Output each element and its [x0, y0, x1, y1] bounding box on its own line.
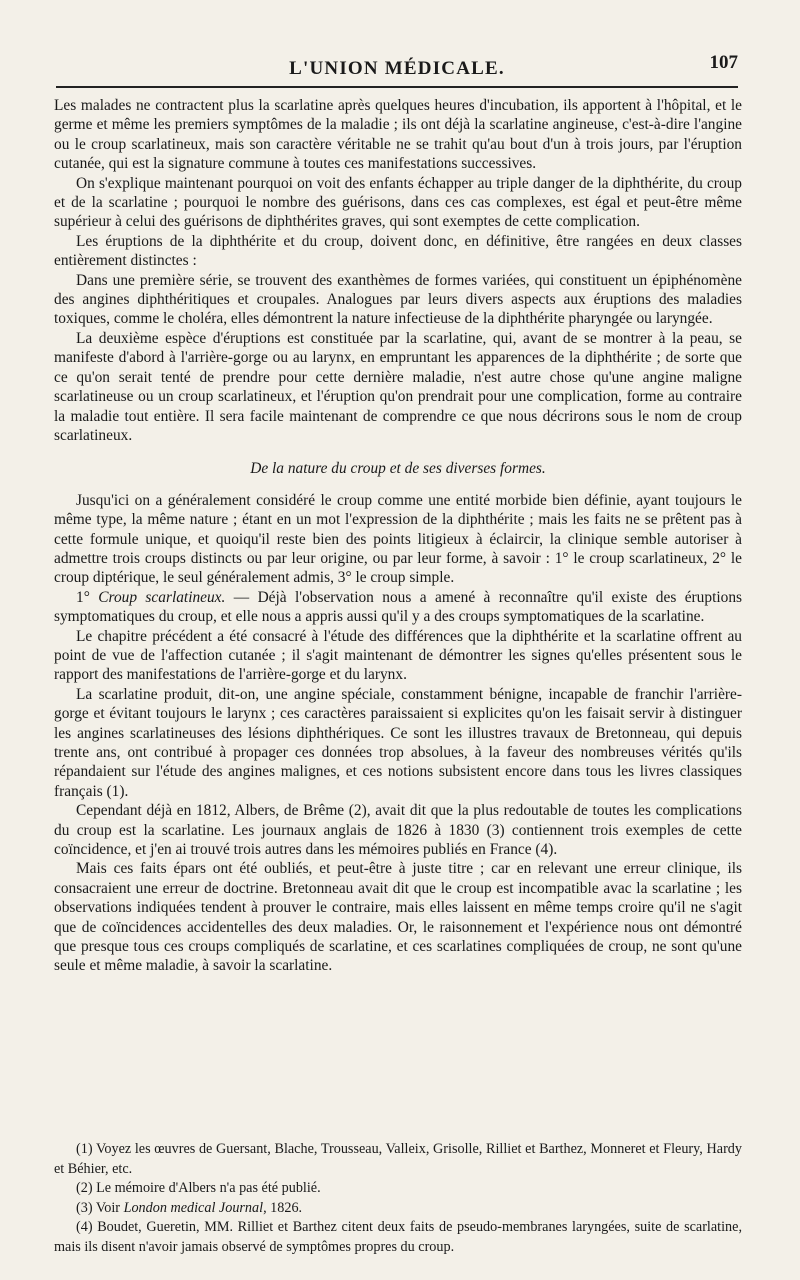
footnote-rest: , 1826.: [263, 1199, 303, 1216]
paragraph: Dans une première série, se trouvent des exanthèmes de formes variées, qui constituent un épiphénomène des angines diphthéritiques et croupales. Analogues par leurs divers aspects aux éruptions des maladies toxiques, comme le choléra, elles démontrent la nature infectieuse de la diphthérite pharyngée ou laryngée.: [54, 271, 742, 328]
footnote: (4) Boudet, Gueretin, MM. Rilliet et Barthez citent deux faits de pseudo-membranes laryngées, suite de scarlatine, mais ils disent n'avoir jamais observé de symptômes propres du croup.: [54, 1219, 742, 1255]
body-text: [54, 96, 742, 976]
paragraph: Les malades ne contractent plus la scarlatine après quelques heures d'incubation, ils apportent à l'hôpital, et le germe et même les premiers symptômes de la maladie ; ils ont déjà la scarlatine angineuse, c'est-à-dire l'angine ou le croup scarlatineux, mais son caractère véritable ne se trahit qu'au bout d'un à trois jours, par l'éruption cutanée, qui est la signature commune à toutes ces manifestations successives.: [54, 97, 742, 173]
journal-title: L'UNION MÉDICALE.: [289, 58, 505, 79]
footnote-journal-title: London medical Journal: [123, 1199, 264, 1216]
paragraph: [54, 588, 742, 627]
paragraph: Les éruptions de la diphthérite et du croup, doivent donc, en définitive, être rangées en deux classes entièrement distinctes :: [54, 232, 742, 270]
running-header: [56, 46, 738, 80]
paragraph: Cependant déjà en 1812, Albers, de Brême (2), avait dit que la plus redoutable de toutes les complications du croup est la scarlatine. Les journaux anglais de 1826 à 1830 (3) contiennent trois exemples de cette coïncidence, et j'en ai trouvé trois autres dans les mémoires publiés en France (4).: [54, 802, 742, 859]
paragraph: La deuxième espèce d'éruptions est constituée par la scarlatine, qui, avant de se montrer à la peau, se manifeste d'abord à l'arrière-gorge ou au larynx, en empruntant les apparences de la diphthérite ; de sorte que ce qu'on serait tenté de prendre pour cette dernière maladie, n'est autre chose qu'une angine maligne scarlatineuse ou un croup scarlatineux, et l'éruption qu'on prendrait pour une complication, forme au contraire la maladie tout entière. Il sera facile maintenant de comprendre ce que nous décrirons sous le nom de croup scarlatineux.: [54, 329, 742, 444]
header-rule: [56, 86, 738, 88]
paragraph: Le chapitre précédent a été consacré à l'étude des différences que la diphthérite et la scarlatine offrent au point de vue de l'affection cutanée ; il s'agit maintenant de démontrer les signes qu'elles présentent sous le rapport des manifestations de l'arrière-gorge et du larynx.: [54, 627, 742, 684]
footnote: (1) Voyez les œuvres de Guersant, Blache, Trousseau, Valleix, Grisolle, Rilliet et Barthez, Monneret et Fleury, Hardy et Béhier, etc.: [54, 1141, 742, 1177]
footnote-lead: (3) Voir: [76, 1199, 124, 1216]
paragraph-lead: 1°: [76, 588, 99, 606]
paragraph: Mais ces faits épars ont été oubliés, et peut-être à juste titre ; car en relevant une erreur clinique, ils consacraient une erreur de doctrine. Bretonneau avait dit que le croup est incompatible avac la scarlatine ; les observations indiquées tendent à prouver le contraire, mais elles laissent en même temps croire qu'il ne s'agit que de coïncidences accidentelles des deux maladies. Or, le raisonnement et l'expérience nous ont démontré que presque tous ces croups compliqués de scarlatine, et ces scarlatines compliquées de croup, ne sont qu'une seule et même maladie, à savoir la scarlatine.: [54, 860, 742, 975]
paragraph: On s'explique maintenant pourquoi on voit des enfants échapper au triple danger de la diphthérite, du croup et de la scarlatine ; pourquoi le nombre des guérisons, dans ces cas complexes, est égal et peut-être même supérieur à celui des guérisons de diphthérites graves, qui sont exemptes de cette complication.: [54, 174, 742, 231]
paragraph: La scarlatine produit, dit-on, une angine spéciale, constamment bénigne, incapable de franchir l'arrière-gorge et évitant toujours le larynx ; ces caractères paraissaient si explicites qu'on les faisait servir à distinguer les angines scarlatineuses des lésions diphthériques. Ce sont les illustres travaux de Bretonneau, qui depuis trente ans, ont contribué à propager ces données trop absolues, à la faveur des nombreuses vérités qu'ils répandaient sur l'étude des angines malignes, et ces notions subsistent encore dans tous les livres classiques français (1).: [54, 685, 742, 800]
paragraph-rest: — Déjà l'observation nous a amené à reconnaître qu'il existe des éruptions symptomatiques du croup, et elle nous a appris aussi qu'il y a des croups symptomatiques de la scarlatine.: [54, 588, 743, 626]
footnote: (2) Le mémoire d'Albers n'a pas été publié.: [76, 1180, 321, 1197]
footnote: [54, 1199, 742, 1219]
section-heading: De la nature du croup et de ses diverses formes.: [250, 460, 546, 478]
page-number: 107: [709, 52, 738, 73]
subsection-title: Croup scarlatineux.: [98, 588, 226, 606]
paragraph: Jusqu'ici on a généralement considéré le croup comme une entité morbide bien définie, ayant toujours le même type, la même nature ; étant en un mot l'expression de la diphthérite ; mais les faits ne se prêtent pas à cette formule unique, et quoiqu'il reste bien des points litigieux à éclaircir, la clinique semble autoriser à admettre trois croups distincts ou par leur origine, ou par leur forme, à savoir : 1° le croup scarlatineux, 2° le croup diptérique, le seul généralement admis, 3° le croup simple.: [54, 491, 742, 587]
footnotes: [54, 1140, 742, 1258]
